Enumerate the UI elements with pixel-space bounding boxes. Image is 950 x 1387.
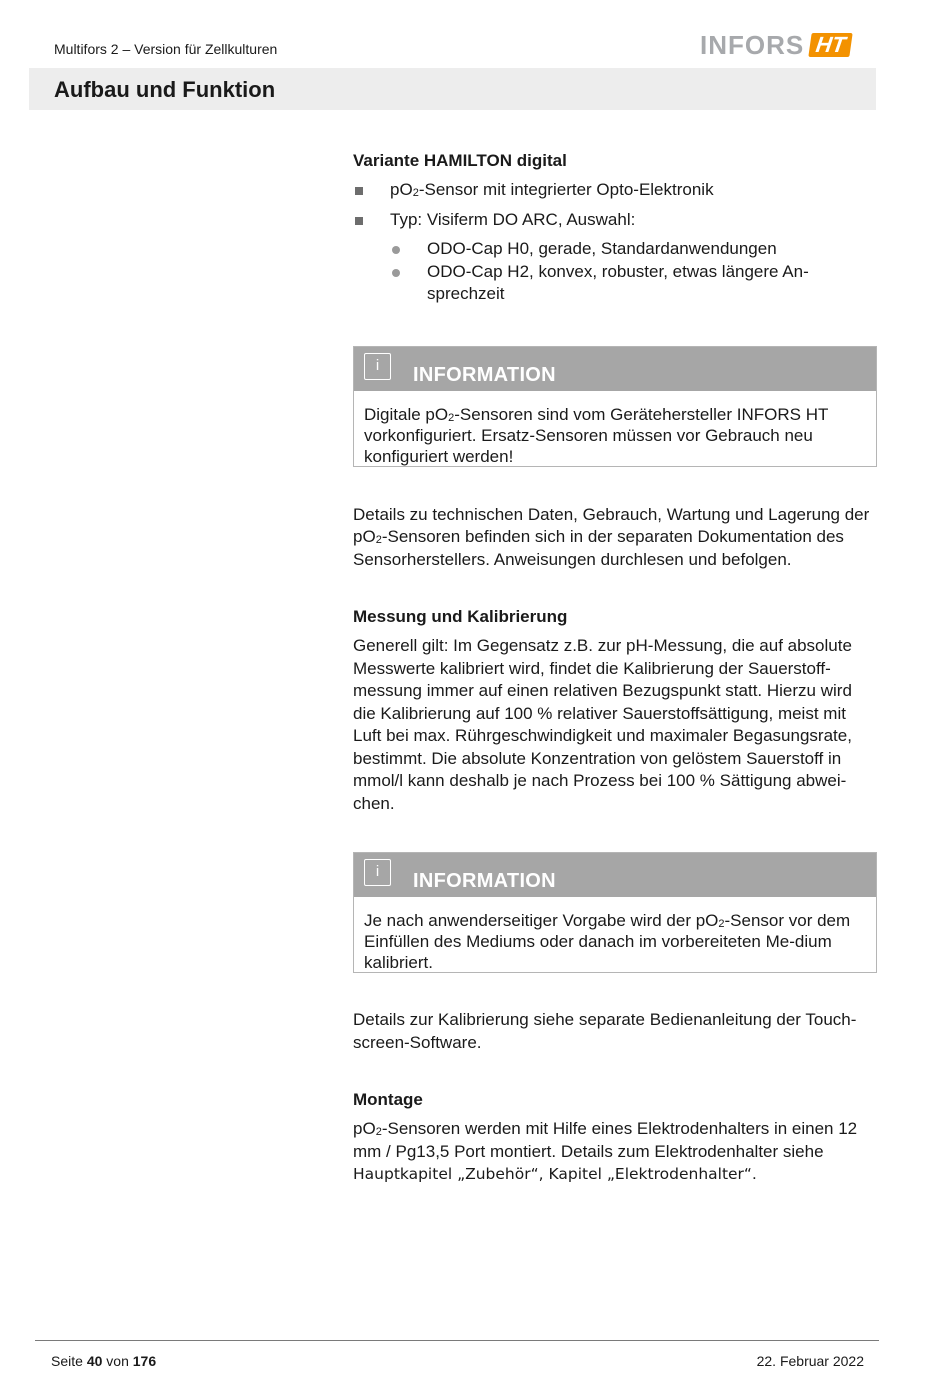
- montage-paragraph: [353, 1118, 877, 1186]
- variant-heading: Variante HAMILTON digital: [353, 151, 567, 170]
- subscript: 2: [412, 187, 419, 199]
- main-content: [353, 150, 877, 1186]
- list-item: [353, 209, 877, 306]
- logo-text: INFORS: [700, 29, 805, 60]
- section-header-bar: [29, 68, 876, 110]
- subscript: 2: [375, 534, 382, 546]
- cross-reference-link[interactable]: Hauptkapitel „Zubehör“, Kapitel „Elektrodenhalter“: [353, 1165, 752, 1183]
- text-segment: pO: [390, 180, 413, 199]
- subscript: 2: [375, 1126, 382, 1138]
- text-segment: pO: [353, 1119, 376, 1138]
- calibration-paragraph: Generell gilt: Im Gegensatz z.B. zur pH-Messung, die auf absolute Messwerte kalibriert wird, findet die Kalibrierung der Sauerstoff-messung immer auf einen relativen Bezugspunkt statt. Hierzu wird die Kalibrierung auf 100 % relativer Sauerstoffsättigung, meist mit Luft bei max. Rührgeschwindigkeit und maximaler Begasungsrate, bestimmt. Die absolute Konzentration von gelöstem Sauerstoff in mmol/l kann deshalb je nach Prozess bei 100 % Sättigung abwei-chen.: [353, 636, 852, 813]
- information-text: [354, 391, 876, 466]
- subscript: 2: [718, 918, 725, 930]
- text-segment: -Sensor vor dem Einfüllen des Mediums oder danach im vorbereiteten Me-dium kalibriert.: [364, 911, 851, 972]
- details-paragraph: [353, 504, 877, 572]
- information-box: [353, 346, 877, 467]
- information-title: INFORMATION: [413, 870, 556, 892]
- calibration-heading: Messung und Kalibrierung: [353, 607, 568, 626]
- infors-ht-logo: [700, 31, 852, 59]
- page-label: Seite: [51, 1353, 83, 1369]
- page-indicator: [51, 1353, 156, 1369]
- calibration-details-paragraph: Details zur Kalibrierung siehe separate Bedienanleitung der Touch-screen-Software.: [353, 1010, 857, 1052]
- text-segment: -Sensoren sind vom Gerätehersteller INFORS HT vorkonfiguriert. Ersatz-Sensoren müssen vor Gebrauch neu konfiguriert werden!: [364, 404, 829, 466]
- text-segment: -Sensoren befinden sich in der separaten Dokumentation des Sensorherstellers. Anweisungen durchlesen und befolgen.: [353, 527, 844, 569]
- doc-title: Multifors 2 – Version für Zellkulturen: [54, 41, 278, 57]
- text-segment: Details zu technischen Daten, Gebrauch, Wartung und Lagerung der pO: [353, 504, 870, 546]
- text-segment: -Sensoren werden mit Hilfe eines Elektrodenhalters in einen 12 mm / Pg13,5 Port montiert. Details zum Elektrodenhalter siehe: [353, 1119, 858, 1161]
- variant-list: [353, 179, 877, 306]
- montage-heading: Montage: [353, 1090, 423, 1109]
- list-item: ODO-Cap H0, gerade, Standardanwendungen: [390, 238, 877, 261]
- section-title: Aufbau und Funktion: [54, 77, 276, 102]
- information-box: [353, 852, 877, 973]
- page-total: 176: [132, 1353, 157, 1369]
- text-segment: Digitale pO: [364, 404, 449, 424]
- footer-date: 22. Februar 2022: [756, 1353, 864, 1369]
- information-title: INFORMATION: [413, 363, 556, 386]
- of-label: von: [106, 1353, 129, 1369]
- list-item: [353, 179, 877, 202]
- cap-options-list: [390, 238, 877, 306]
- logo-badge: HT: [809, 33, 854, 57]
- info-icon: i: [364, 353, 391, 380]
- information-header: [354, 853, 876, 897]
- text-segment: -Sensor mit integrierter Opto-Elektronik: [418, 180, 714, 199]
- text-segment: Typ: Visiferm DO ARC, Auswahl:: [390, 209, 636, 229]
- list-item: ODO-Cap H2, konvex, robuster, etwas längere An-sprechzeit: [390, 261, 877, 306]
- subscript: 2: [448, 411, 455, 424]
- footer-divider: [35, 1340, 879, 1341]
- page-number: 40: [86, 1353, 103, 1369]
- info-icon: i: [364, 859, 391, 886]
- information-text: [354, 897, 876, 972]
- text-segment: Je nach anwenderseitiger Vorgabe wird der pO: [364, 911, 719, 930]
- text-segment: .: [751, 1164, 757, 1183]
- information-header: [354, 347, 876, 391]
